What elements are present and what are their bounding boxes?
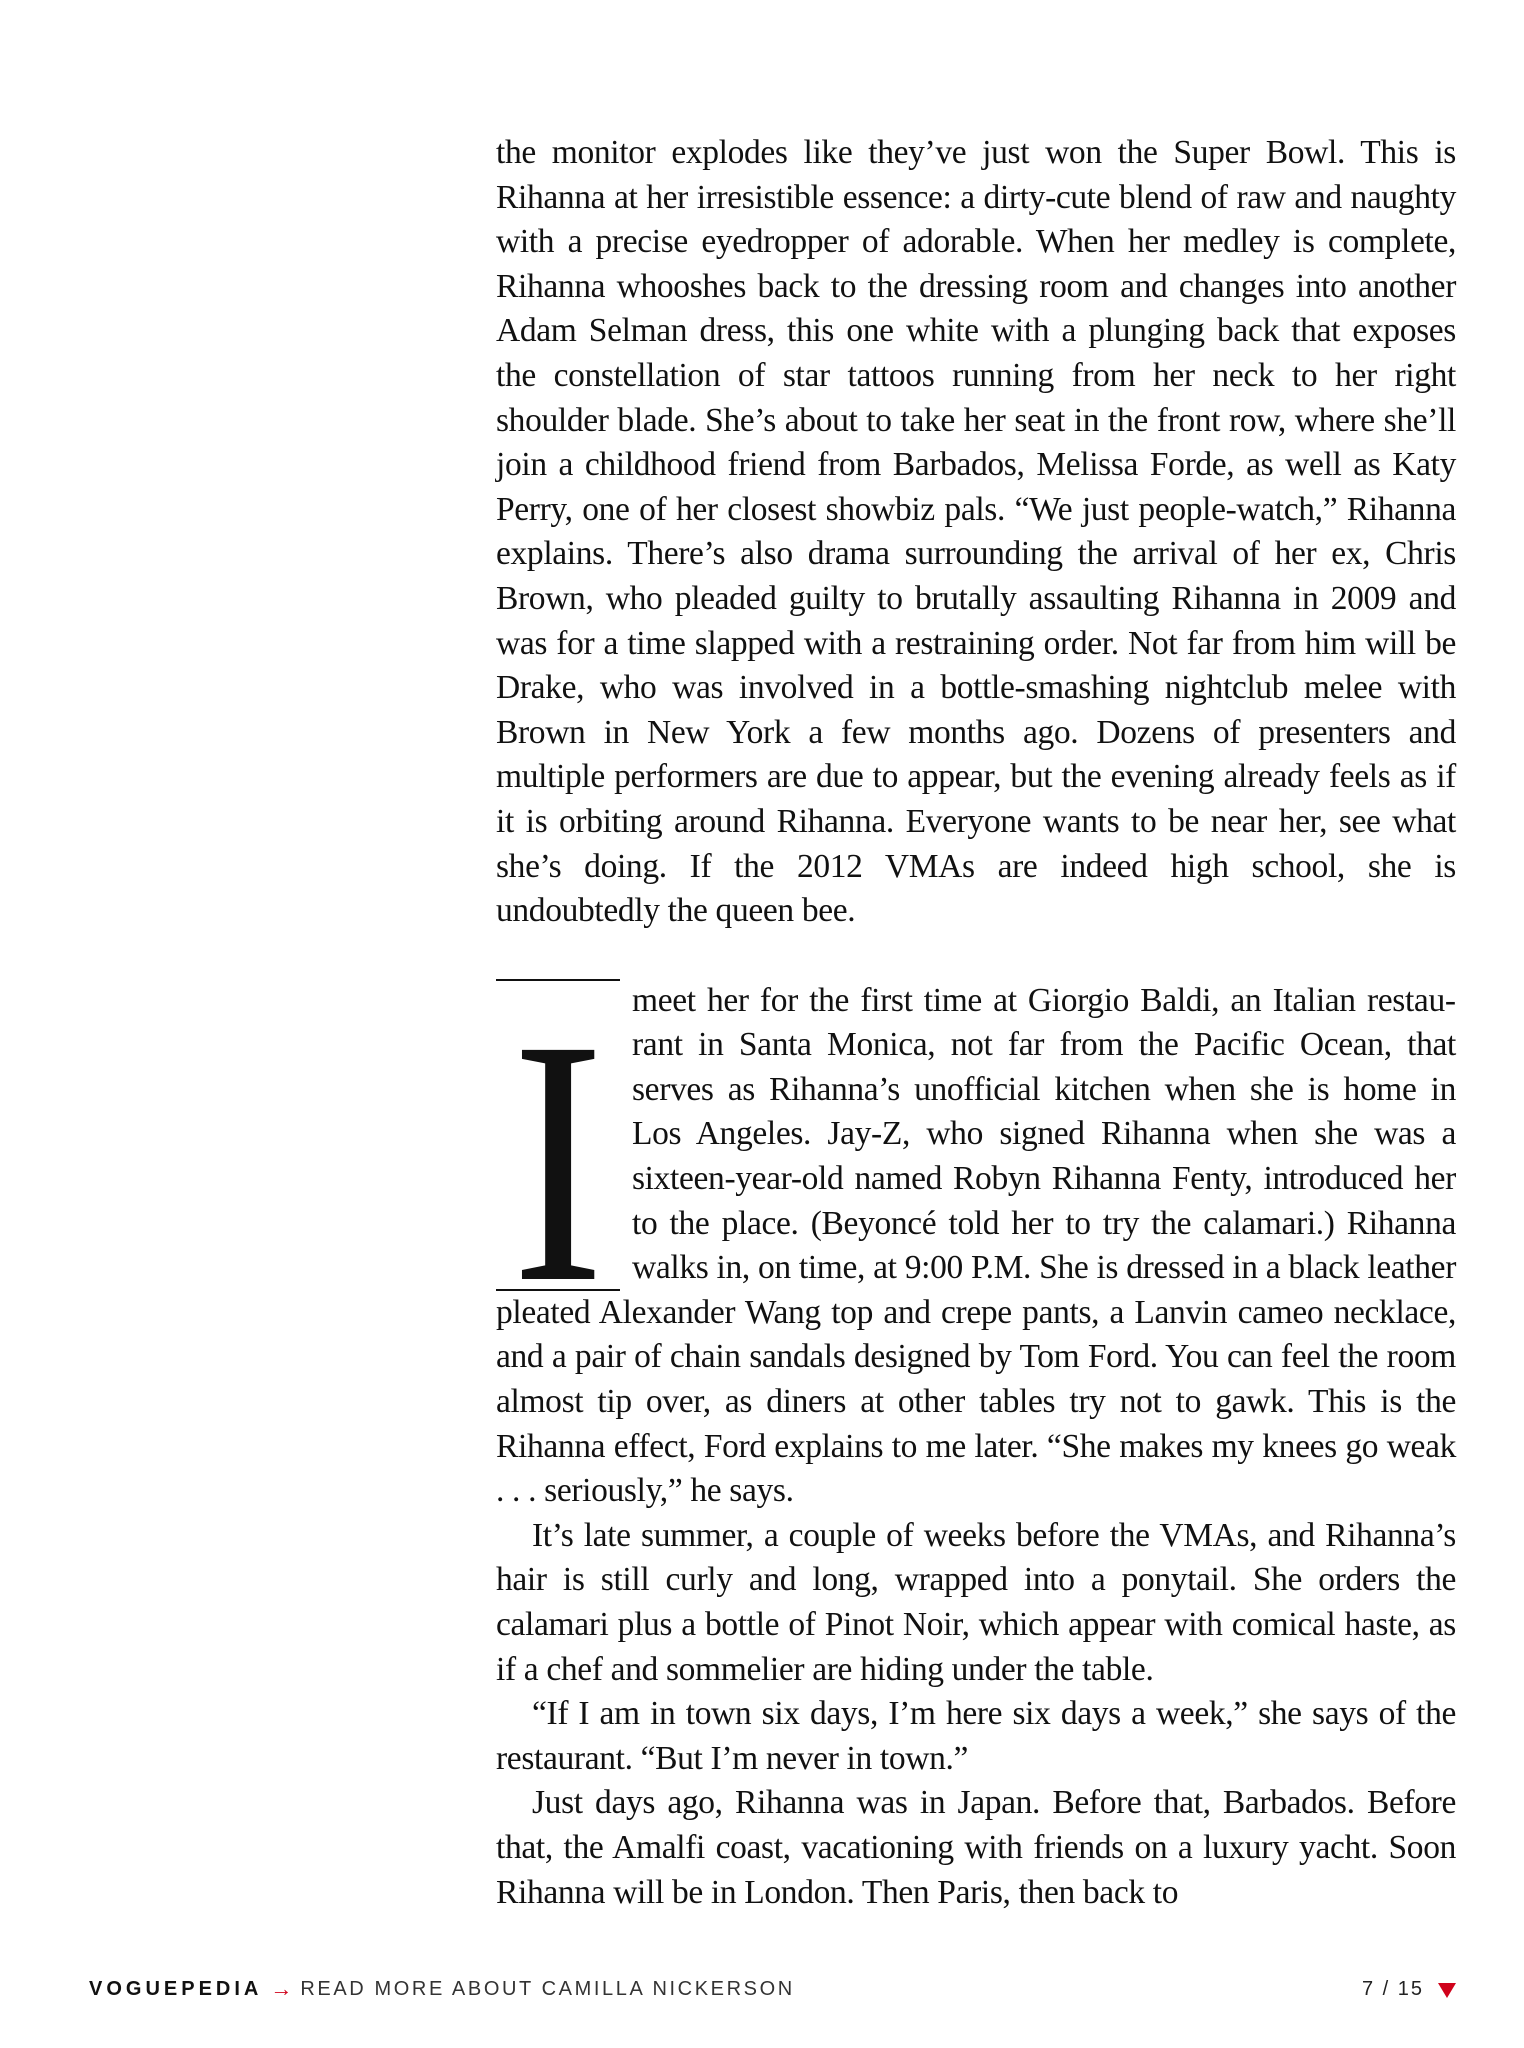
- article-paragraph: It’s late summer, a couple of weeks before the VMAs, and Rihanna’s hair is still curly and long, wrapped into a ponytail. She orders the calamari plus a bottle of Pinot Noir, which appear with comical haste, as if a chef and sommelier are hiding under the table.: [496, 1516, 1456, 1688]
- drop-cap-letter: I: [512, 978, 604, 1291]
- footer-bar: [89, 1974, 1456, 2004]
- footer-right: [1362, 1978, 1456, 2001]
- article-paragraph: Just days ago, Rihanna was in Japan. Before that, Barbados. Before that, the Amalfi coast, vacationing with friends on a luxury yacht. Soon Rihanna will be in London. Then Paris, then back to: [496, 1784, 1456, 1911]
- footer-left: [89, 1976, 795, 2002]
- drop-cap-paragraph: [496, 979, 1456, 1514]
- drop-cap: [496, 979, 620, 1291]
- article-paragraph: the monitor explodes like they’ve just won the Super Bowl. This is Rihanna at her irresistible essence: a dirty-cute blend of raw and naughty with a precise eyedropper of adorable. When her medley is complete, Rihanna whooshes back to the dressing room and changes into another Adam Selman dress, this one white with a plunging back that exposes the constellation of star tattoos running from her neck to her right shoulder blade. She’s about to take her seat in the front row, where she’ll join a childhood friend from Barbados, Melissa Forde, as well as Katy Perry, one of her closest showbiz pals. “We just people-watch,” Rihanna explains. There’s also drama surrounding the arrival of her ex, Chris Brown, who pleaded guilty to brutally assaulting Rihanna in 2009 and was for a time slapped with a restraining order. Not far from him will be Drake, who was involved in a bottle-smashing nightclub melee with Brown in New York a few months ago. Dozens of presenters and multiple performers are due to appear, but the evening already feels as if it is orbiting around Rihanna. Everyone wants to be near her, see what she’s doing. If the 2012 VMAs are indeed high school, she is undoubtedly the queen bee.: [496, 134, 1456, 930]
- brand-name[interactable]: VOGUEPEDIA: [89, 1977, 263, 2000]
- section-break: [496, 934, 1456, 979]
- article-paragraph: “If I am in town six days, I’m here six days a week,” she says of the restaurant. “But I’m never in town.”: [496, 1695, 1456, 1777]
- arrow-right-icon: →: [270, 1976, 293, 2001]
- article-body: [496, 131, 1456, 1915]
- article-paragraph: meet her for the first time at Giorgio Baldi, an Italian restaurant in Santa Monica, not far from the Pacific Ocean, that serves as Rihanna’s unofficial kitchen when she is home in Los Angeles. Jay-Z, who signed Rihanna when she was a sixteen-year-old named Robyn Rihanna Fenty, introduced her to the place. (Beyoncé told her to try the calamari.) Rihanna walks in, on time, at 9:00 P.M. She is dressed in a black leather pleated Alexander Wang top and crepe pants, a Lanvin cameo necklace, and a pair of chain sandals designed by Tom Ford. You can feel the room almost tip over, as diners at other tables try not to gawk. This is the Rihanna effect, Ford explains to me later. “She makes my knees go weak . . . seriously,” he says.: [496, 981, 1456, 1510]
- read-more-link[interactable]: READ MORE ABOUT CAMILLA NICKERSON: [300, 1977, 795, 2000]
- page-indicator: 7 / 15: [1361, 1977, 1424, 2000]
- triangle-down-icon[interactable]: [1438, 1983, 1456, 1998]
